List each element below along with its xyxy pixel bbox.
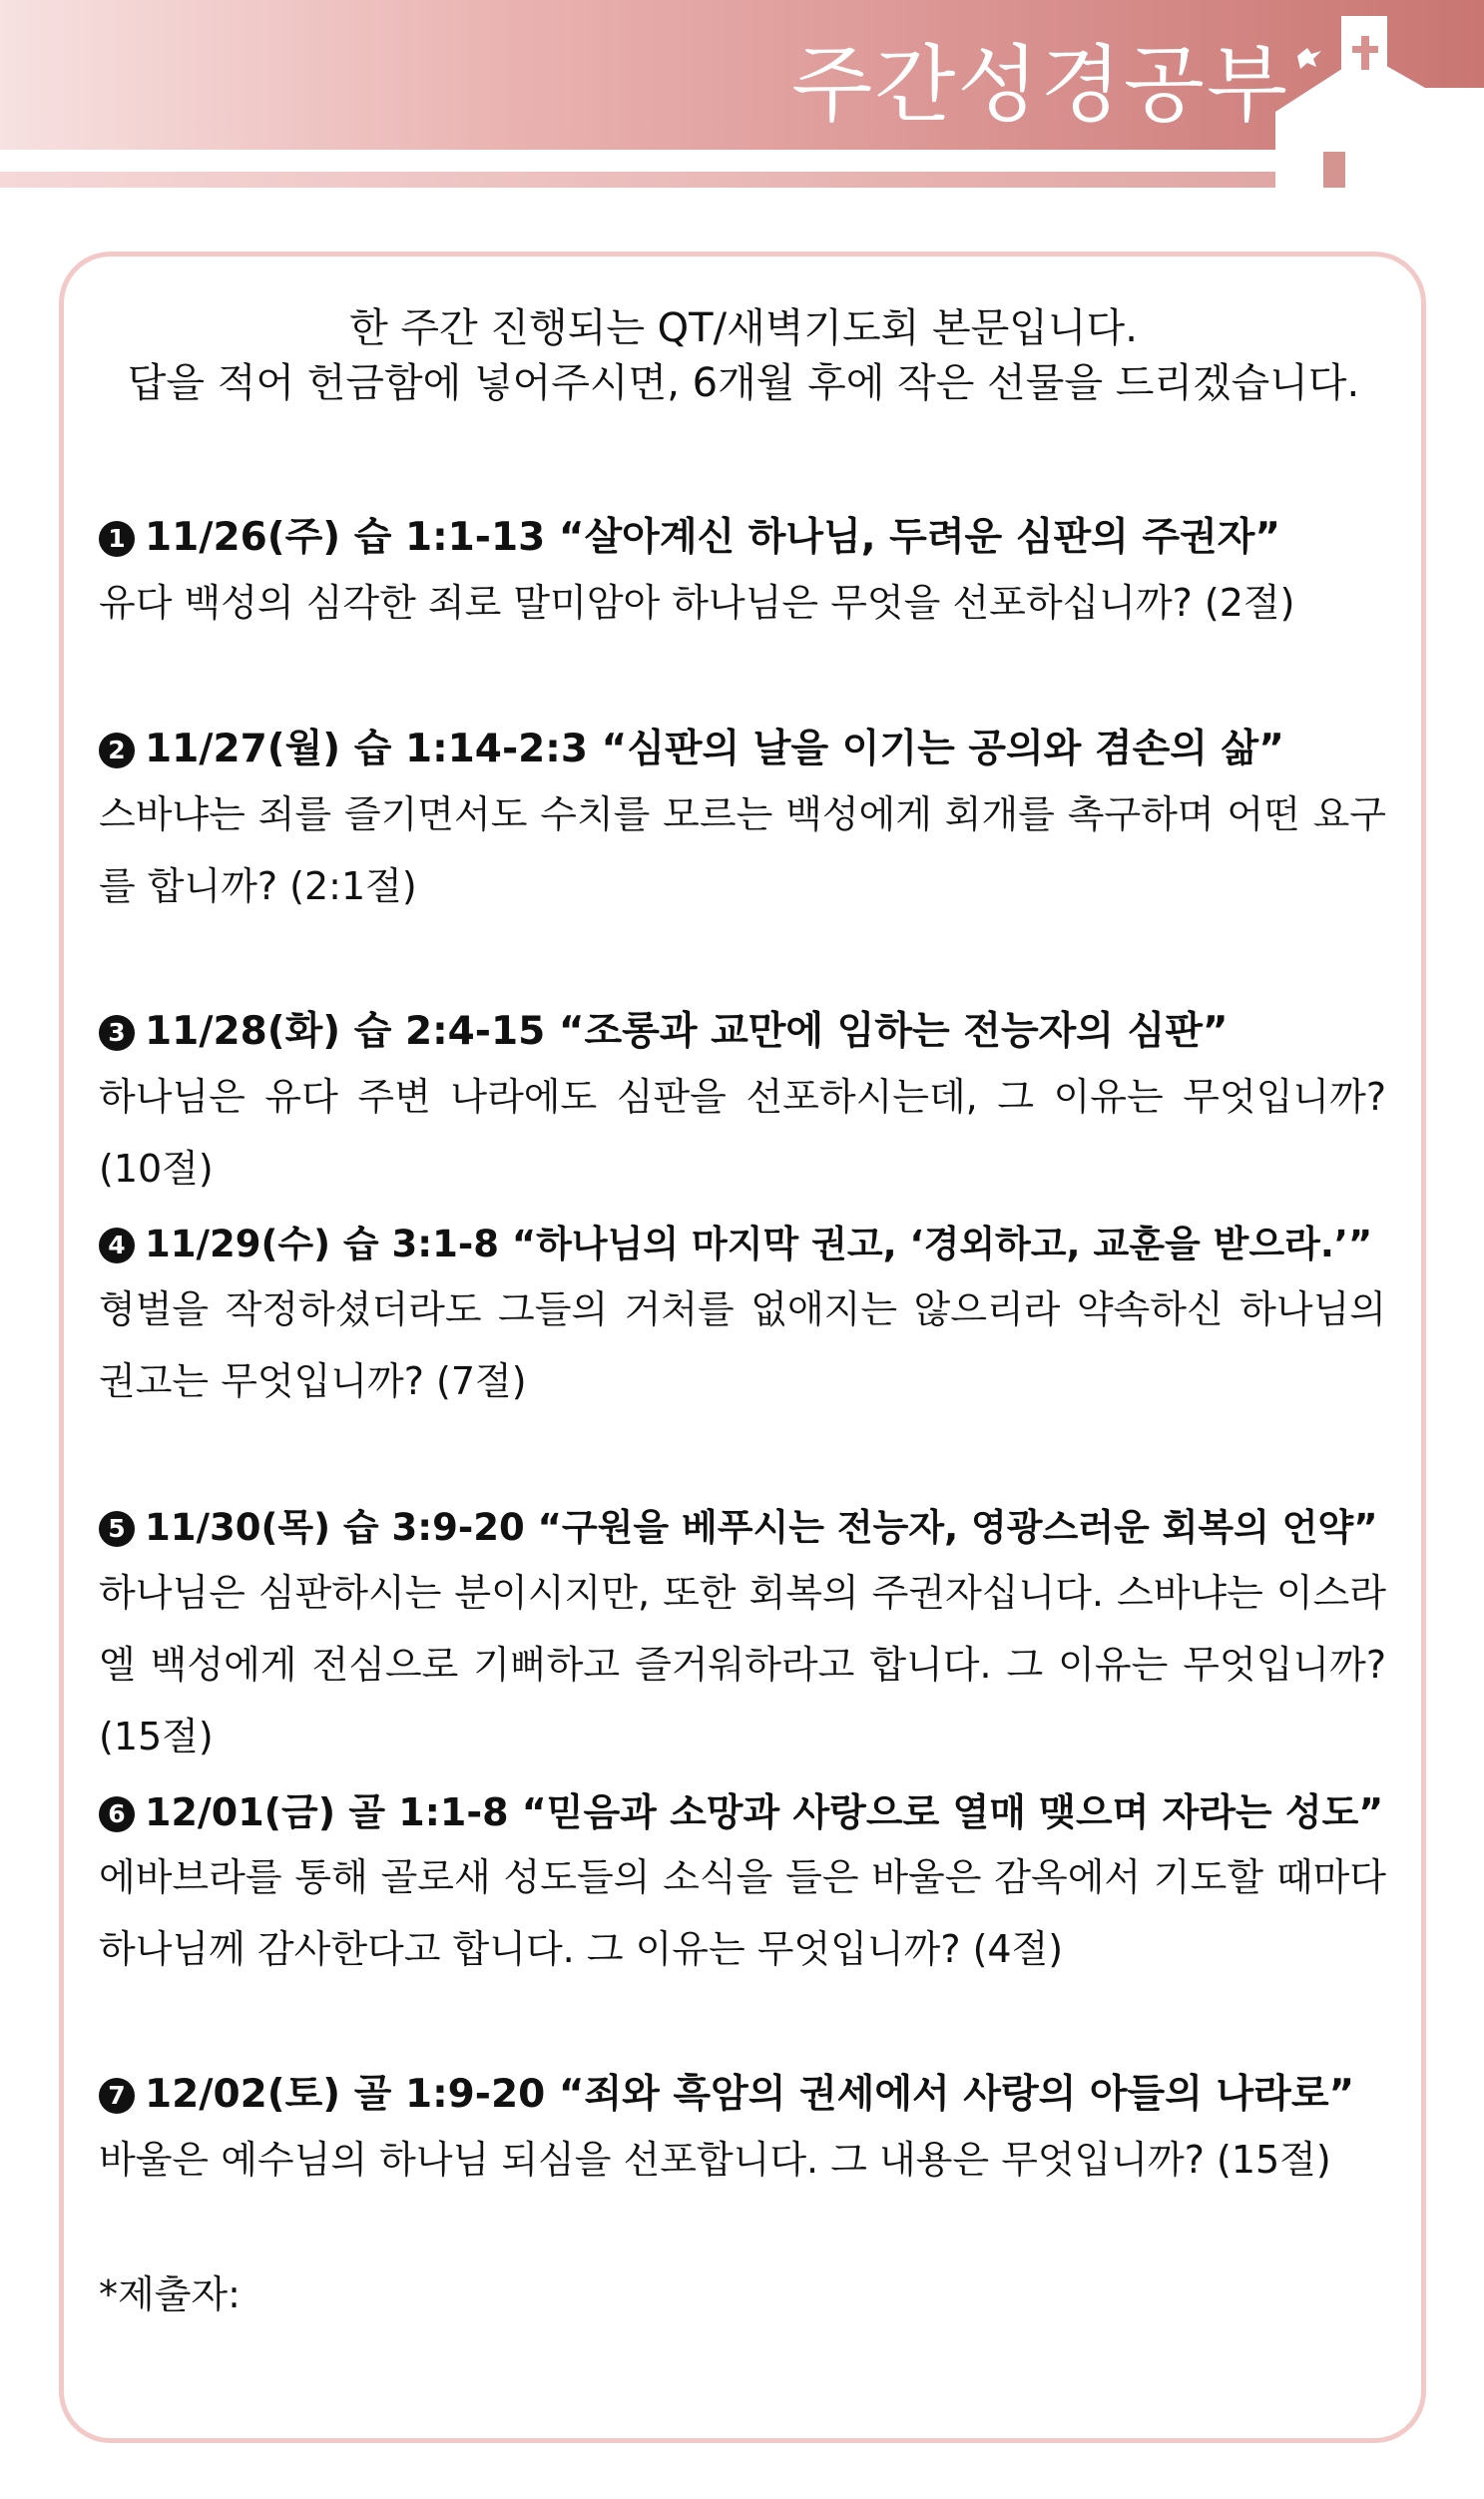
study-item-6 [99, 1783, 1386, 1985]
study-item-1 [99, 509, 1386, 639]
item-heading: 12/02(토) 골 1:9-20 “죄와 흑암의 권세에서 사랑의 아들의 나라로” [145, 2072, 1355, 2117]
study-item-3 [99, 1003, 1386, 1205]
header-divider [0, 172, 1484, 188]
number-badge: 7 [99, 2078, 135, 2114]
intro-line-2: 답을 적어 헌금함에 넣어주시면, 6개월 후에 작은 선물을 드리겠습니다. [127, 360, 1360, 406]
item-heading: 11/27(월) 습 1:14-2:3 “심판의 날을 이기는 공의와 겸손의 삶” [145, 727, 1284, 771]
item-heading: 11/26(주) 습 1:1-13 “살아계신 하나님, 두려운 심판의 주권자” [145, 515, 1281, 560]
study-item-5 [99, 1499, 1386, 1772]
item-question: 유다 백성의 심각한 죄로 말미암아 하나님은 무엇을 선포하십니까? (2절) [99, 581, 1295, 625]
item-heading: 12/01(금) 골 1:1-8 “믿음과 소망과 사랑으로 열매 맺으며 자라는 성도” [145, 1790, 1384, 1834]
item-question: 에바브라를 통해 골로새 성도들의 소식을 들은 바울은 감옥에서 기도할 때마다 하나님께 감사한다고 합니다. 그 이유는 무엇입니까? (4절) [99, 1855, 1386, 1971]
item-heading: 11/29(수) 습 3:1-8 “하나님의 마지막 권고, ‘경외하고, 교훈을 받으라.’” [145, 1223, 1373, 1265]
item-question: 하나님은 심판하시는 분이시지만, 또한 회복의 주권자십니다. 스바냐는 이스라엘 백성에게 전심으로 기뻐하고 즐거워하라고 합니다. 그 이유는 무엇입니까? (15절) [99, 1571, 1386, 1758]
number-badge: 4 [99, 1228, 135, 1263]
item-question: 형벌을 작정하셨더라도 그들의 거처를 없애지는 않으리라 약속하신 하나님의 권고는 무엇입니까? (7절) [99, 1287, 1386, 1403]
study-item-4 [99, 1216, 1386, 1417]
number-badge: 2 [99, 733, 135, 768]
study-item-2 [99, 721, 1386, 922]
item-question: 바울은 예수님의 하나님 되심을 선포합니다. 그 내용은 무엇입니까? (15절) [99, 2138, 1331, 2182]
item-heading: 11/28(화) 습 2:4-15 “조롱과 교만에 임하는 전능자의 심판” [145, 1009, 1229, 1054]
page-title: 주간성경공부 [791, 36, 1289, 134]
item-question: 스바냐는 죄를 즐기면서도 수치를 모르는 백성에게 회개를 촉구하며 어떤 요구를 합니까? (2:1절) [99, 792, 1386, 908]
intro-text [60, 301, 1427, 411]
item-question: 하나님은 유다 주변 나라에도 심판을 선포하시는데, 그 이유는 무엇입니까? (10절) [99, 1075, 1386, 1191]
number-badge: 5 [99, 1511, 135, 1547]
intro-line-1: 한 주간 진행되는 QT/새벽기도회 본문입니다. [349, 305, 1138, 351]
church-icon [1275, 16, 1484, 188]
number-badge: 1 [99, 521, 135, 557]
number-badge: 6 [99, 1796, 135, 1832]
number-badge: 3 [99, 1015, 135, 1051]
submitter-label: *제출자: [99, 2272, 241, 2316]
item-heading: 11/30(목) 습 3:9-20 “구원을 베푸시는 전능자, 영광스러운 회복의 언약” [145, 1506, 1378, 1549]
study-item-7 [99, 2066, 1386, 2196]
